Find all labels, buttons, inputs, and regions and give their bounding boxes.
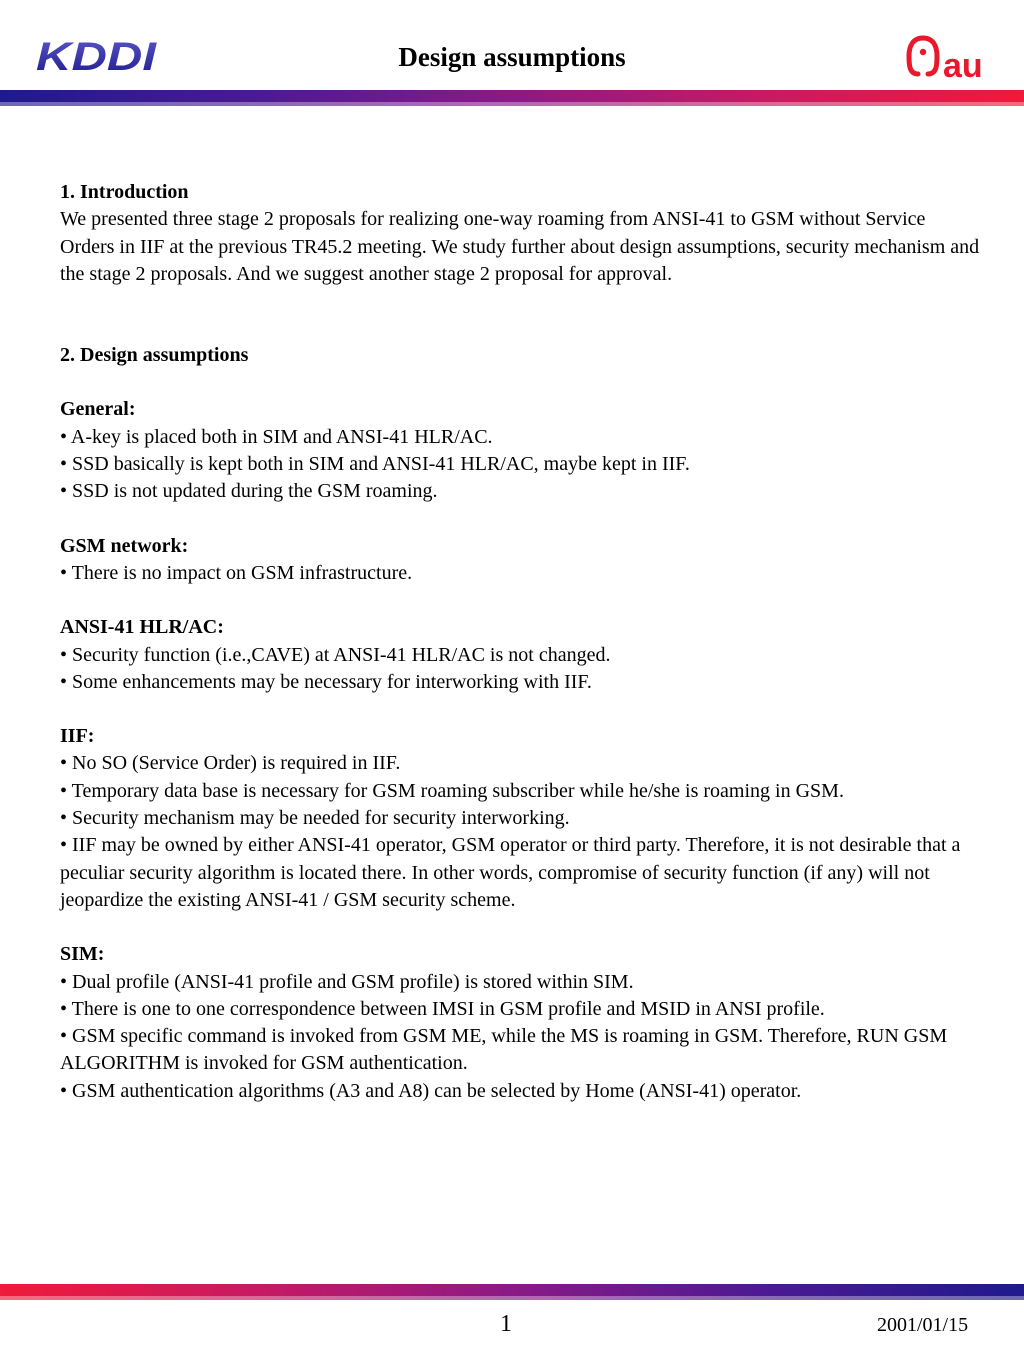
document-date: 2001/01/15 [877, 1314, 969, 1336]
list-item: • Some enhancements may be necessary for interworking with IIF. [60, 670, 592, 693]
gsm-network-heading: GSM network: [60, 534, 189, 557]
svg-text:KDDI: KDDI [36, 35, 158, 78]
list-item: • Dual profile (ANSI-41 profile and GSM profile) is stored within SIM. [60, 970, 634, 993]
page-number: 1 [500, 1311, 512, 1337]
au-logo [905, 34, 997, 82]
list-item: • There is one to one correspondence between IMSI in GSM profile and MSID in ANSI profile. [60, 997, 825, 1020]
list-item: • Security mechanism may be needed for security interworking. [60, 807, 570, 830]
list-item: • IIF may be owned by either ANSI-41 operator, GSM operator or third party. Therefore, it is not desirable that a peculiar security algorithm is located there. In other words, compromise of security function (if any) will not jeopardize the existing ANSI-41 / GSM security scheme. [60, 834, 961, 911]
general-heading: General: [60, 398, 136, 421]
list-item: • SSD is not updated during the GSM roaming. [60, 480, 438, 503]
intro-heading: 1. Introduction [60, 181, 189, 203]
intro-paragraph: We presented three stage 2 proposals for realizing one-way roaming from ANSI-41 to GSM without Service Orders in IIF at the previous TR45.2 meeting. We study further about design assumptions, security mechanism and the stage 2 proposals. And we suggest another stage 2 proposal for approval. [60, 208, 980, 285]
document-body [60, 179, 980, 1105]
svg-text:au: au [943, 47, 983, 82]
iif-heading: IIF: [60, 725, 95, 748]
list-item: • Security function (i.e.,CAVE) at ANSI-41 HLR/AC is not changed. [60, 643, 611, 666]
list-item: • SSD basically is kept both in SIM and ANSI-41 HLR/AC, maybe kept in IIF. [60, 453, 690, 476]
footer-gradient-bar [0, 1284, 1024, 1300]
list-item: • There is no impact on GSM infrastructure. [60, 561, 413, 584]
list-item: • GSM authentication algorithms (A3 and A8) can be selected by Home (ANSI-41) operator. [60, 1079, 802, 1102]
sim-heading: SIM: [60, 943, 105, 966]
list-item: • Temporary data base is necessary for GSM roaming subscriber while he/she is roaming in GSM. [60, 779, 844, 802]
list-item: • No SO (Service Order) is required in IIF. [60, 752, 401, 775]
design-assumptions-heading: 2. Design assumptions [60, 344, 249, 367]
list-item: • A-key is placed both in SIM and ANSI-41 HLR/AC. [60, 425, 493, 448]
page-title: Design assumptions [398, 42, 626, 72]
list-item: • GSM specific command is invoked from GSM ME, while the MS is roaming in GSM. Therefore, RUN GSM ALGORITHM is invoked for GSM authentication. [60, 1025, 948, 1075]
ansi-hlr-heading: ANSI-41 HLR/AC: [60, 616, 224, 639]
header-gradient-bar [0, 90, 1024, 106]
